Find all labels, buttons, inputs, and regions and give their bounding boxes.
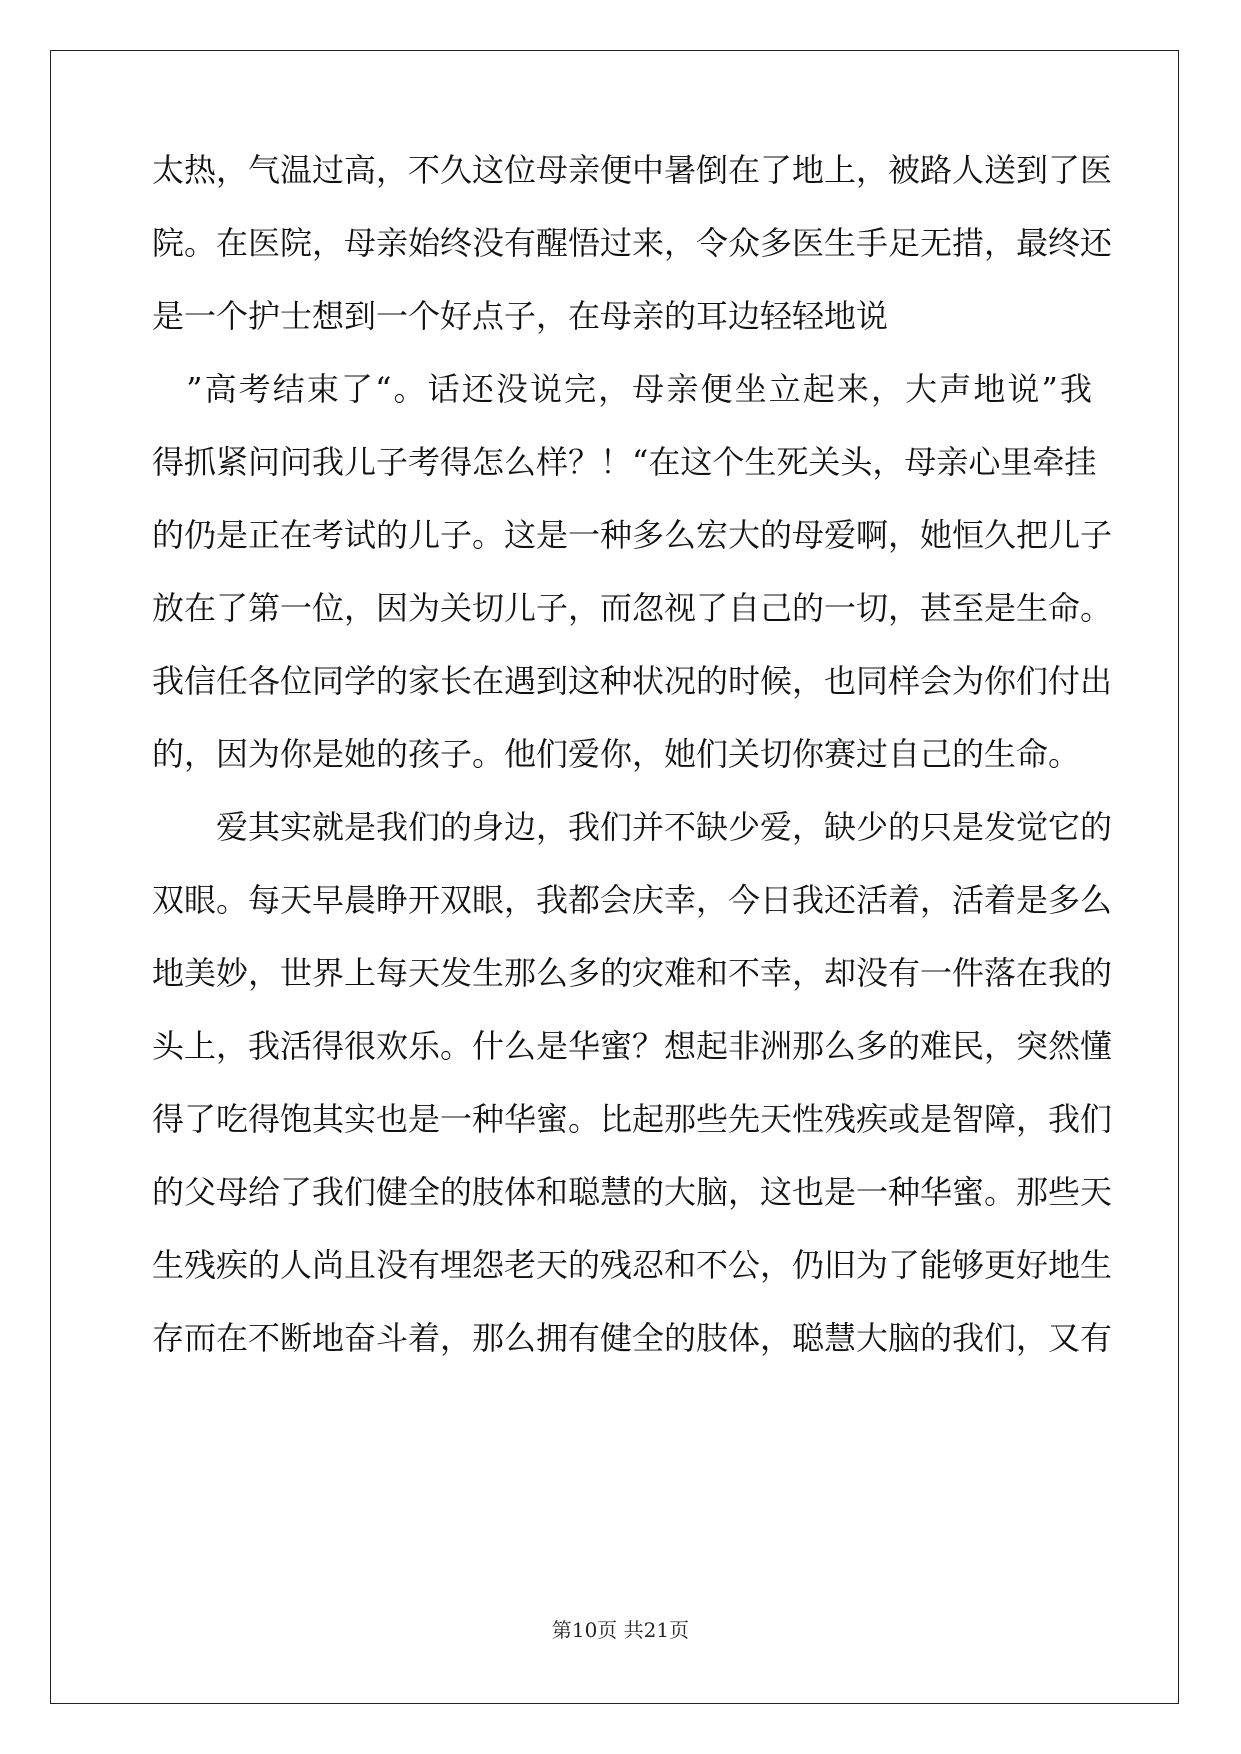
text-line: 得了吃得饱其实也是一种华蜜。比起那些先天性残疾或是智障，我们: [152, 1100, 1113, 1138]
text-line: 得抓紧问问我儿子考得怎么样？！“在这个生死关头，母亲心里牵挂: [152, 443, 1097, 481]
text-line: 生残疾的人尚且没有埋怨老天的残忍和不公，仍旧为了能够更好地生: [152, 1246, 1113, 1284]
text-line: 爱其实就是我们的身边，我们并不缺少爱，缺少的只是发觉它的: [152, 808, 1113, 846]
text-line: 地美妙，世界上每天发生那么多的灾难和不幸，却没有一件落在我的: [152, 954, 1113, 992]
text-line: 太热，气温过高，不久这位母亲便中暑倒在了地上，被路人送到了医: [152, 151, 1113, 189]
text-line: 是一个护士想到一个好点子，在母亲的耳边轻轻地说: [152, 297, 889, 335]
text-line: 的，因为你是她的孩子。他们爱你，她们关切你赛过自己的生命。: [152, 735, 1081, 773]
text-line: 我信任各位同学的家长在遇到这种状况的时候，也同样会为你们付出: [152, 662, 1113, 700]
text-line: 院。在医院，母亲始终没有醒悟过来，令众多医生手足无措，最终还: [152, 224, 1113, 262]
text-line: 的仍是正在考试的儿子。这是一种多么宏大的母爱啊，她恒久把儿子: [152, 516, 1113, 554]
text-line: ”高考结束了“。话还没说完，母亲便坐立起来，大声地说”我: [152, 370, 1092, 408]
text-line: 存而在不断地奋斗着，那么拥有健全的肢体，聪慧大脑的我们，又有: [152, 1319, 1113, 1357]
text-line: 的父母给了我们健全的肢体和聪慧的大脑，这也是一种华蜜。那些天: [152, 1173, 1113, 1211]
text-line: 头上，我活得很欢乐。什么是华蜜？想起非洲那么多的难民，突然懂: [152, 1027, 1113, 1065]
text-line: 放在了第一位，因为关切儿子，而忽视了自己的一切，甚至是生命。: [152, 589, 1113, 627]
page-number-footer: 第10页 共21页: [551, 1618, 690, 1642]
text-line: 双眼。每天早晨睁开双眼，我都会庆幸，今日我还活着，活着是多么: [152, 881, 1113, 919]
